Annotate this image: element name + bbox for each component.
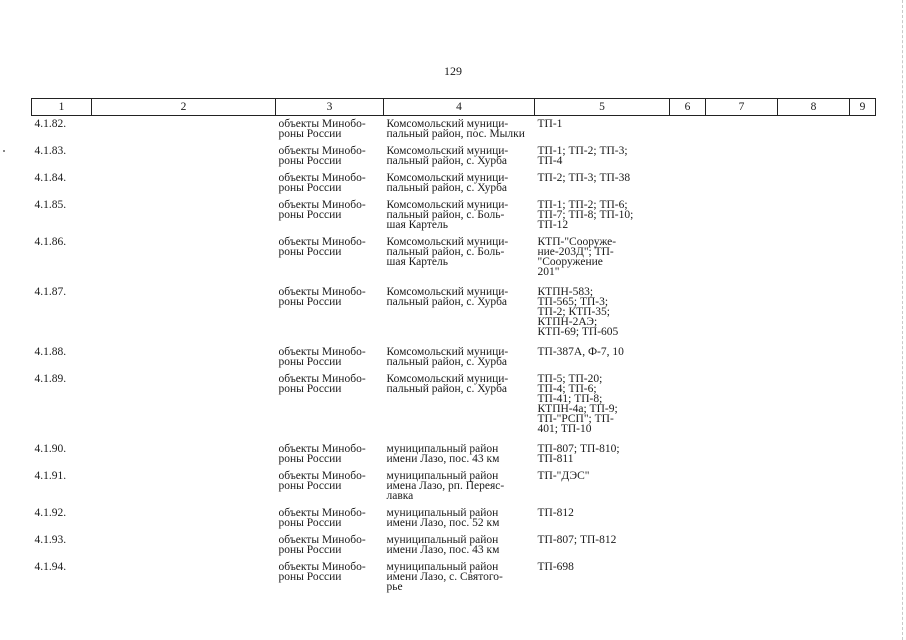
- table-row: [32, 468, 876, 505]
- empty-cell: [92, 116, 276, 143]
- empty-cell: [92, 468, 276, 505]
- empty-cell: [706, 116, 778, 143]
- empty-cell: [850, 143, 876, 170]
- row-number: 4.1.93.: [34, 533, 67, 546]
- substation-cell: ТП-807; ТП-812: [537, 533, 617, 546]
- row-number: 4.1.89.: [34, 372, 67, 385]
- empty-cell: [850, 197, 876, 234]
- location-cell: Комсомольский муници- пальный район, с. Хурба: [386, 372, 509, 395]
- substation-cell: ТП-698: [537, 560, 574, 573]
- empty-cell: [706, 505, 778, 532]
- empty-cell: [778, 344, 850, 371]
- table-row: [32, 344, 876, 371]
- substation-cell: ТП-5; ТП-20; ТП-4; ТП-6; ТП-41; ТП-8; КТПН-4а; ТП-9; ТП-"РСП"; ТП- 401; ТП-10: [537, 372, 618, 435]
- substation-cell: КТП-"Сооруже- ние-203Д"; ТП- "Сооружение 201": [537, 235, 617, 278]
- table-row: [32, 170, 876, 197]
- empty-cell: [670, 532, 706, 559]
- location-cell: муниципальный район имени Лазо, с. Святого- рье: [386, 560, 503, 593]
- empty-cell: [92, 505, 276, 532]
- owner-cell: объекты Минобо- роны России: [278, 171, 366, 194]
- owner-cell: объекты Минобо- роны России: [278, 118, 366, 140]
- empty-cell: [778, 371, 850, 441]
- owner-cell: объекты Минобо- роны России: [278, 533, 366, 556]
- table-row: [32, 234, 876, 284]
- substation-cell: ТП-2; ТП-3; ТП-38: [537, 171, 631, 184]
- owner-cell: объекты Минобо- роны России: [278, 372, 366, 395]
- column-header-6: 6: [670, 99, 706, 116]
- empty-cell: [850, 559, 876, 596]
- data-table: [31, 98, 876, 596]
- empty-cell: [706, 197, 778, 234]
- row-number: 4.1.92.: [34, 506, 67, 519]
- empty-cell: [778, 197, 850, 234]
- empty-cell: [92, 197, 276, 234]
- owner-cell: объекты Минобо- роны России: [278, 469, 366, 492]
- column-header-2: 2: [92, 99, 276, 116]
- empty-cell: [670, 284, 706, 344]
- column-header-9: 9: [850, 99, 876, 116]
- empty-cell: [778, 532, 850, 559]
- table-row: [32, 505, 876, 532]
- empty-cell: [778, 284, 850, 344]
- table-row: [32, 441, 876, 468]
- empty-cell: [706, 143, 778, 170]
- empty-cell: [778, 505, 850, 532]
- row-number: 4.1.91.: [34, 469, 67, 482]
- substation-cell: ТП-387А, Ф-7, 10: [537, 345, 624, 358]
- empty-cell: [778, 234, 850, 284]
- empty-cell: [706, 441, 778, 468]
- row-number: 4.1.85.: [34, 198, 67, 211]
- table-row: [32, 143, 876, 170]
- empty-cell: [670, 344, 706, 371]
- table-row: [32, 371, 876, 441]
- empty-cell: [706, 371, 778, 441]
- empty-cell: [670, 559, 706, 596]
- empty-cell: [850, 284, 876, 344]
- table-row: [32, 559, 876, 596]
- location-cell: муниципальный район имени Лазо, пос. 52 км: [386, 506, 500, 529]
- row-number: 4.1.88.: [34, 345, 67, 358]
- empty-cell: [670, 371, 706, 441]
- empty-cell: [670, 143, 706, 170]
- empty-cell: [778, 468, 850, 505]
- empty-cell: [706, 234, 778, 284]
- row-number: 4.1.94.: [34, 560, 67, 573]
- location-cell: Комсомольский муници- пальный район, пос. Мылки: [386, 118, 525, 140]
- location-cell: Комсомольский муници- пальный район, с. Боль- шая Картель: [386, 198, 509, 231]
- empty-cell: [778, 441, 850, 468]
- location-cell: Комсомольский муници- пальный район, с. Хурба: [386, 171, 509, 194]
- empty-cell: [706, 284, 778, 344]
- empty-cell: [92, 532, 276, 559]
- substation-cell: ТП-1; ТП-2; ТП-3; ТП-4: [537, 144, 628, 167]
- location-cell: Комсомольский муници- пальный район, с. Боль- шая Картель: [386, 235, 509, 268]
- empty-cell: [670, 468, 706, 505]
- scan-edge-line: [901, 0, 903, 640]
- empty-cell: [850, 170, 876, 197]
- empty-cell: [92, 441, 276, 468]
- owner-cell: объекты Минобо- роны России: [278, 144, 366, 167]
- empty-cell: [850, 234, 876, 284]
- owner-cell: объекты Минобо- роны России: [278, 198, 366, 221]
- empty-cell: [92, 284, 276, 344]
- column-header-5: 5: [535, 99, 670, 116]
- owner-cell: объекты Минобо- роны России: [278, 235, 366, 258]
- empty-cell: [850, 371, 876, 441]
- location-cell: муниципальный район имена Лазо, рп. Переяс- лавка: [386, 469, 505, 502]
- empty-cell: [92, 371, 276, 441]
- row-number: 4.1.86.: [34, 235, 67, 248]
- column-header-1: 1: [32, 99, 92, 116]
- substation-cell: ТП-"ДЭС": [537, 469, 590, 482]
- empty-cell: [92, 344, 276, 371]
- row-number: 4.1.90.: [34, 442, 67, 455]
- empty-cell: [850, 468, 876, 505]
- empty-cell: [92, 170, 276, 197]
- table-row: [32, 284, 876, 344]
- empty-cell: [850, 505, 876, 532]
- owner-cell: объекты Минобо- роны России: [278, 285, 366, 308]
- empty-cell: [706, 170, 778, 197]
- header-row: [32, 99, 876, 116]
- empty-cell: [670, 116, 706, 143]
- empty-cell: [706, 532, 778, 559]
- empty-cell: [778, 170, 850, 197]
- row-number: 4.1.83.: [34, 144, 67, 157]
- row-number: 4.1.82.: [34, 118, 67, 130]
- empty-cell: [670, 234, 706, 284]
- empty-cell: [670, 170, 706, 197]
- row-number: 4.1.87.: [34, 285, 67, 298]
- substation-cell: ТП-1: [537, 118, 563, 130]
- scan-speck: [3, 150, 5, 152]
- column-header-8: 8: [778, 99, 850, 116]
- owner-cell: объекты Минобо- роны России: [278, 442, 366, 465]
- empty-cell: [850, 344, 876, 371]
- empty-cell: [706, 559, 778, 596]
- empty-cell: [706, 344, 778, 371]
- substation-cell: ТП-1; ТП-2; ТП-6; ТП-7; ТП-8; ТП-10; ТП-12: [537, 198, 634, 231]
- empty-cell: [778, 143, 850, 170]
- location-cell: Комсомольский муници- пальный район, с. Хурба: [386, 285, 509, 308]
- table-row: [32, 116, 876, 143]
- owner-cell: объекты Минобо- роны России: [278, 345, 366, 368]
- location-cell: Комсомольский муници- пальный район, с. Хурба: [386, 345, 509, 368]
- row-number: 4.1.84.: [34, 171, 67, 184]
- owner-cell: объекты Минобо- роны России: [278, 506, 366, 529]
- location-cell: муниципальный район имени Лазо, пос. 43 км: [386, 442, 500, 465]
- location-cell: Комсомольский муници- пальный район, с. Хурба: [386, 144, 509, 167]
- empty-cell: [670, 197, 706, 234]
- empty-cell: [778, 116, 850, 143]
- empty-cell: [850, 441, 876, 468]
- column-header-4: 4: [384, 99, 535, 116]
- substation-cell: ТП-807; ТП-810; ТП-811: [537, 442, 620, 465]
- empty-cell: [706, 468, 778, 505]
- empty-cell: [92, 234, 276, 284]
- empty-cell: [778, 559, 850, 596]
- table-body: [32, 116, 876, 596]
- empty-cell: [850, 532, 876, 559]
- owner-cell: объекты Минобо- роны России: [278, 560, 366, 583]
- table-row: [32, 197, 876, 234]
- column-header-3: 3: [276, 99, 384, 116]
- column-header-7: 7: [706, 99, 778, 116]
- empty-cell: [92, 143, 276, 170]
- location-cell: муниципальный район имени Лазо, пос. 43 км: [386, 533, 500, 556]
- page-number: 129: [444, 64, 462, 78]
- table-row: [32, 532, 876, 559]
- empty-cell: [670, 441, 706, 468]
- substation-cell: ТП-812: [537, 506, 574, 519]
- empty-cell: [850, 116, 876, 143]
- substation-cell: КТПН-583; ТП-565; ТП-3; ТП-2; КТП-35; КТПН-2АЭ; КТП-69; ТП-605: [537, 285, 619, 338]
- empty-cell: [670, 505, 706, 532]
- empty-cell: [92, 559, 276, 596]
